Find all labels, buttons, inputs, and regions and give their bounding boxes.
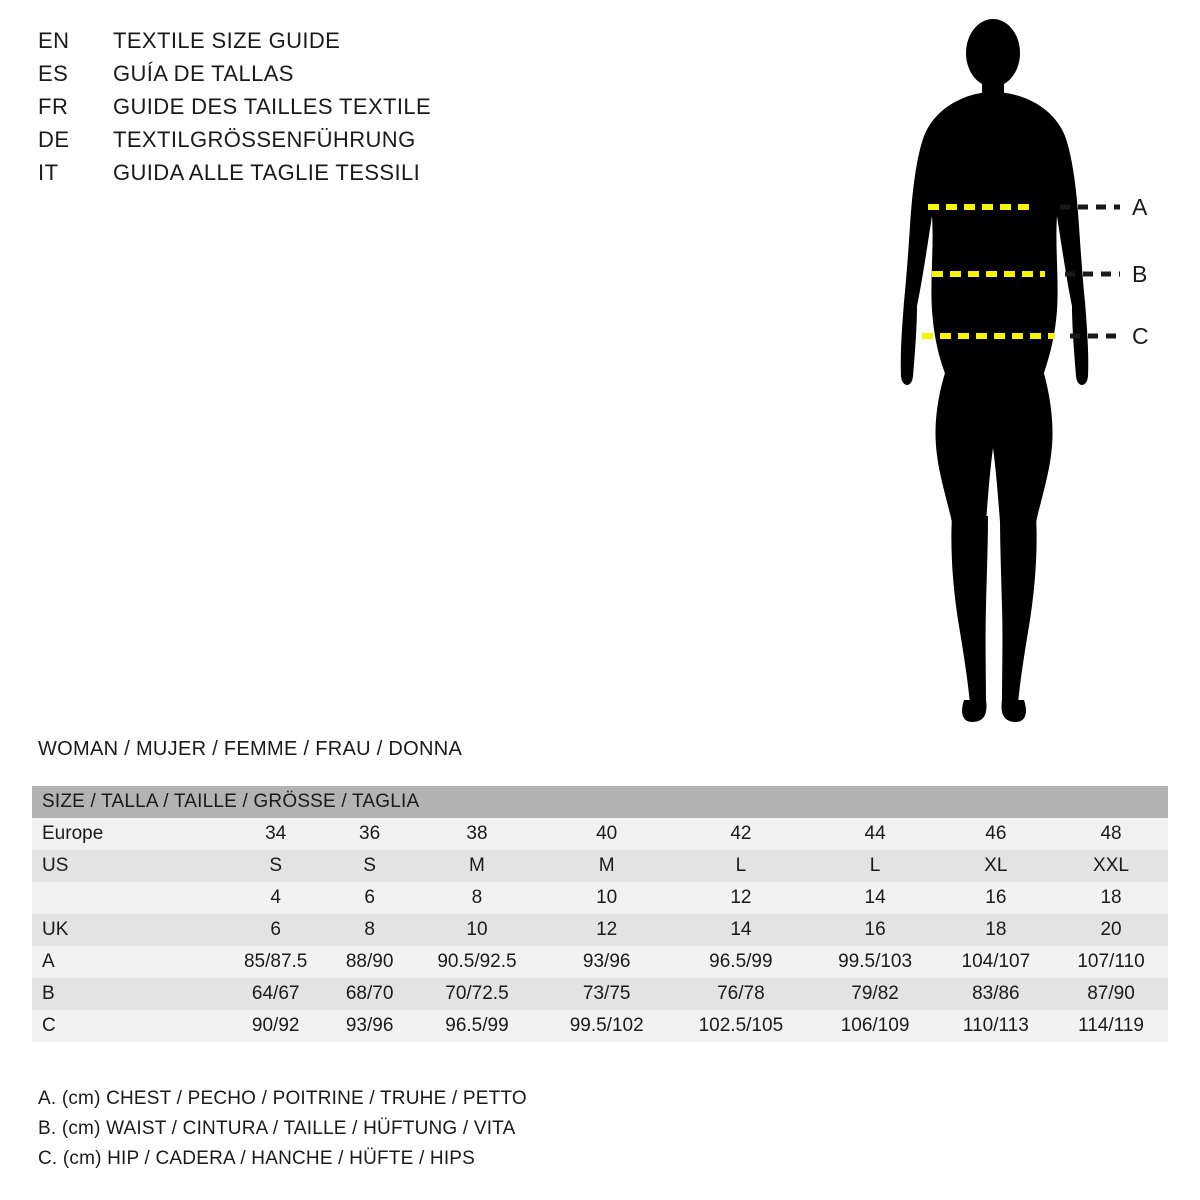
cell: 44 <box>864 823 886 844</box>
cell: 20 <box>1100 919 1122 940</box>
language-title: GUIDE DES TAILLES TEXTILE <box>113 94 432 119</box>
table-row <box>32 1010 1168 1042</box>
cell: 106/109 <box>840 1015 910 1036</box>
cell: XXL <box>1093 855 1129 876</box>
cell: S <box>269 855 283 876</box>
cell: 114/119 <box>1078 1015 1144 1036</box>
language-row <box>38 160 598 193</box>
measurement-figure <box>860 10 1190 740</box>
cell: 104/107 <box>961 951 1031 972</box>
cell: 110/113 <box>962 1015 1029 1036</box>
cell: 6 <box>364 887 375 908</box>
cell: 38 <box>466 823 488 844</box>
measure-label-b: B <box>1132 261 1148 287</box>
cell: 34 <box>265 823 287 844</box>
cell: 93/96 <box>345 1015 394 1036</box>
cell: M <box>469 855 485 876</box>
cell: 48 <box>1100 823 1122 844</box>
section-title: WOMAN / MUJER / FEMME / FRAU / DONNA <box>38 738 463 760</box>
language-title: TEXTILGRÖSSENFÜHRUNG <box>113 127 416 152</box>
cell: 8 <box>471 887 483 908</box>
table-header-row <box>32 786 1168 818</box>
cell: 40 <box>596 823 618 844</box>
size-table <box>32 786 1168 1042</box>
table-row <box>32 850 1168 882</box>
cell: 18 <box>1100 887 1122 908</box>
row-label: US <box>42 855 69 876</box>
language-code: IT <box>38 160 59 185</box>
measure-label-a: A <box>1132 194 1148 220</box>
cell: 99.5/102 <box>569 1015 644 1036</box>
cell: 93/96 <box>582 951 631 972</box>
row-label: C <box>42 1015 56 1036</box>
cell: M <box>598 855 615 876</box>
table-row <box>32 882 1168 914</box>
cell: 46 <box>985 823 1007 844</box>
cell: 8 <box>364 919 375 940</box>
cell: 99.5/103 <box>838 951 913 972</box>
table-row <box>32 818 1168 850</box>
female-silhouette-icon <box>860 10 1190 740</box>
legend-item-hip: C. (cm) HIP / CADERA / HANCHE / HÜFTE / HIPS <box>38 1148 476 1169</box>
cell: 12 <box>730 887 752 908</box>
cell: 70/72.5 <box>445 983 509 1004</box>
cell: 10 <box>596 887 618 908</box>
row-label: B <box>42 983 55 1004</box>
table-row <box>32 946 1168 978</box>
language-row <box>38 61 598 94</box>
cell: 4 <box>270 887 281 908</box>
cell: 79/82 <box>851 983 899 1004</box>
cell: 88/90 <box>345 951 394 972</box>
language-code: ES <box>38 61 69 86</box>
cell: 102.5/105 <box>698 1015 784 1036</box>
row-label: A <box>42 951 55 972</box>
row-label <box>32 882 222 914</box>
cell: 6 <box>270 919 281 940</box>
language-row <box>38 28 598 61</box>
cell: 14 <box>730 919 752 940</box>
cell: 73/75 <box>582 983 631 1004</box>
language-title: TEXTILE SIZE GUIDE <box>113 28 341 53</box>
cell: 16 <box>985 887 1007 908</box>
language-row <box>38 94 598 127</box>
cell: 96.5/99 <box>709 951 773 972</box>
language-row <box>38 127 598 160</box>
language-title: GUÍA DE TALLAS <box>113 61 294 86</box>
legend-item-waist: B. (cm) WAIST / CINTURA / TAILLE / HÜFTUNG / VITA <box>38 1118 516 1139</box>
cell: 18 <box>985 919 1007 940</box>
row-label: Europe <box>42 823 104 844</box>
cell: L <box>735 855 747 876</box>
language-code: DE <box>38 127 70 152</box>
measure-label-c: C <box>1132 323 1149 349</box>
cell: 90.5/92.5 <box>437 951 517 972</box>
cell: 68/70 <box>345 983 394 1004</box>
table-row <box>32 978 1168 1010</box>
language-title-list <box>38 28 598 193</box>
measurement-legend <box>38 1088 738 1178</box>
cell: 42 <box>730 823 752 844</box>
cell: S <box>363 855 376 876</box>
cell: 12 <box>596 919 618 940</box>
cell: 87/90 <box>1087 983 1135 1004</box>
language-code: EN <box>38 28 70 53</box>
cell: 64/67 <box>251 983 300 1004</box>
table-header-label: SIZE / TALLA / TAILLE / GRÖSSE / TAGLIA <box>42 791 420 812</box>
cell: 85/87.5 <box>243 951 308 972</box>
cell: 107/110 <box>1077 951 1145 972</box>
cell: L <box>869 855 881 876</box>
row-label: UK <box>42 919 69 940</box>
cell: XL <box>984 855 1008 876</box>
cell: 14 <box>864 887 886 908</box>
cell: 90/92 <box>251 1015 300 1036</box>
cell: 10 <box>466 919 488 940</box>
table-row <box>32 914 1168 946</box>
legend-item-chest: A. (cm) CHEST / PECHO / POITRINE / TRUHE / PETTO <box>38 1088 527 1109</box>
cell: 76/78 <box>717 983 765 1004</box>
cell: 16 <box>864 919 886 940</box>
language-title: GUIDA ALLE TAGLIE TESSILI <box>113 160 421 185</box>
cell: 96.5/99 <box>445 1015 509 1036</box>
cell: 36 <box>359 823 381 844</box>
language-code: FR <box>38 94 69 119</box>
cell: 83/86 <box>972 983 1020 1004</box>
